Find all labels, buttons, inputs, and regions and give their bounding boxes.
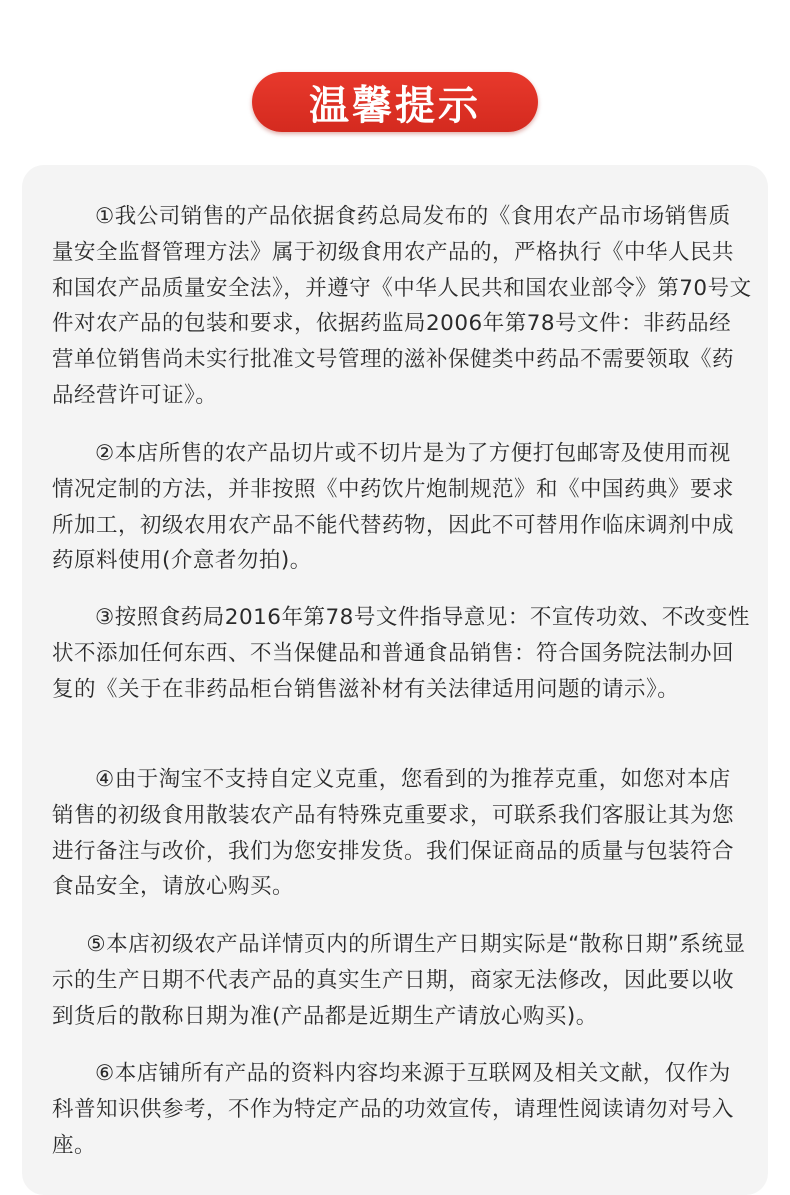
notice-1: ①我公司销售的产品依据食药总局发布的《食用农产品市场销售质量安全监督管理方法》属于初级食用农产品的，严格执行《中华人民共和国农产品质量安全法》，并遵守《中华人民共和国农业部令》第70号文件对农产品的包装和要求，依据药监局2006年第78号文件：非药品经营单位销售尚未实行批准文号管理的滋补保健类中药品不需要领取《药品经营许可证》。 [52,204,752,408]
notice-3: ③按照食药局2016年第78号文件指导意见：不宣传功效、不改变性状不添加任何东西、不当保健品和普通食品销售：符合国务院法制办回复的《关于在非药品柜台销售滋补材有关法律适用问题的请示》。 [52,605,750,702]
notice-4: ④由于淘宝不支持自定义克重，您看到的为推荐克重，如您对本店销售的初级食用散装农产品有特殊克重要求，可联系我们客服让其为您进行备注与改价，我们为您安排发货。我们保证商品的质量与包装符合食品安全，请放心购买。 [52,767,735,900]
notice-6: ⑥本店铺所有产品的资料内容均来源于互联网及相关文献，仅作为科普知识供参考，不作为特定产品的功效宣传，请理性阅读请勿对号入座。 [52,1061,735,1158]
notice-5: ⑤本店初级农产品详情页内的所谓生产日期实际是“散称日期”系统显示的生产日期不代表产品的真实生产日期，商家无法修改，因此要以收到货后的散称日期为准(产品都是近期生产请放心购买)。 [52,932,746,1029]
page-title: 温馨提示 [309,82,481,129]
title-badge [252,72,538,132]
notice-2: ②本店所售的农产品切片或不切片是为了方便打包邮寄及使用而视情况定制的方法，并非按照《中药饮片炮制规范》和《中国药典》要求所加工，初级农用农产品不能代替药物，因此不可替用作临床调剂中成药原料使用(介意者勿拍)。 [52,441,735,574]
